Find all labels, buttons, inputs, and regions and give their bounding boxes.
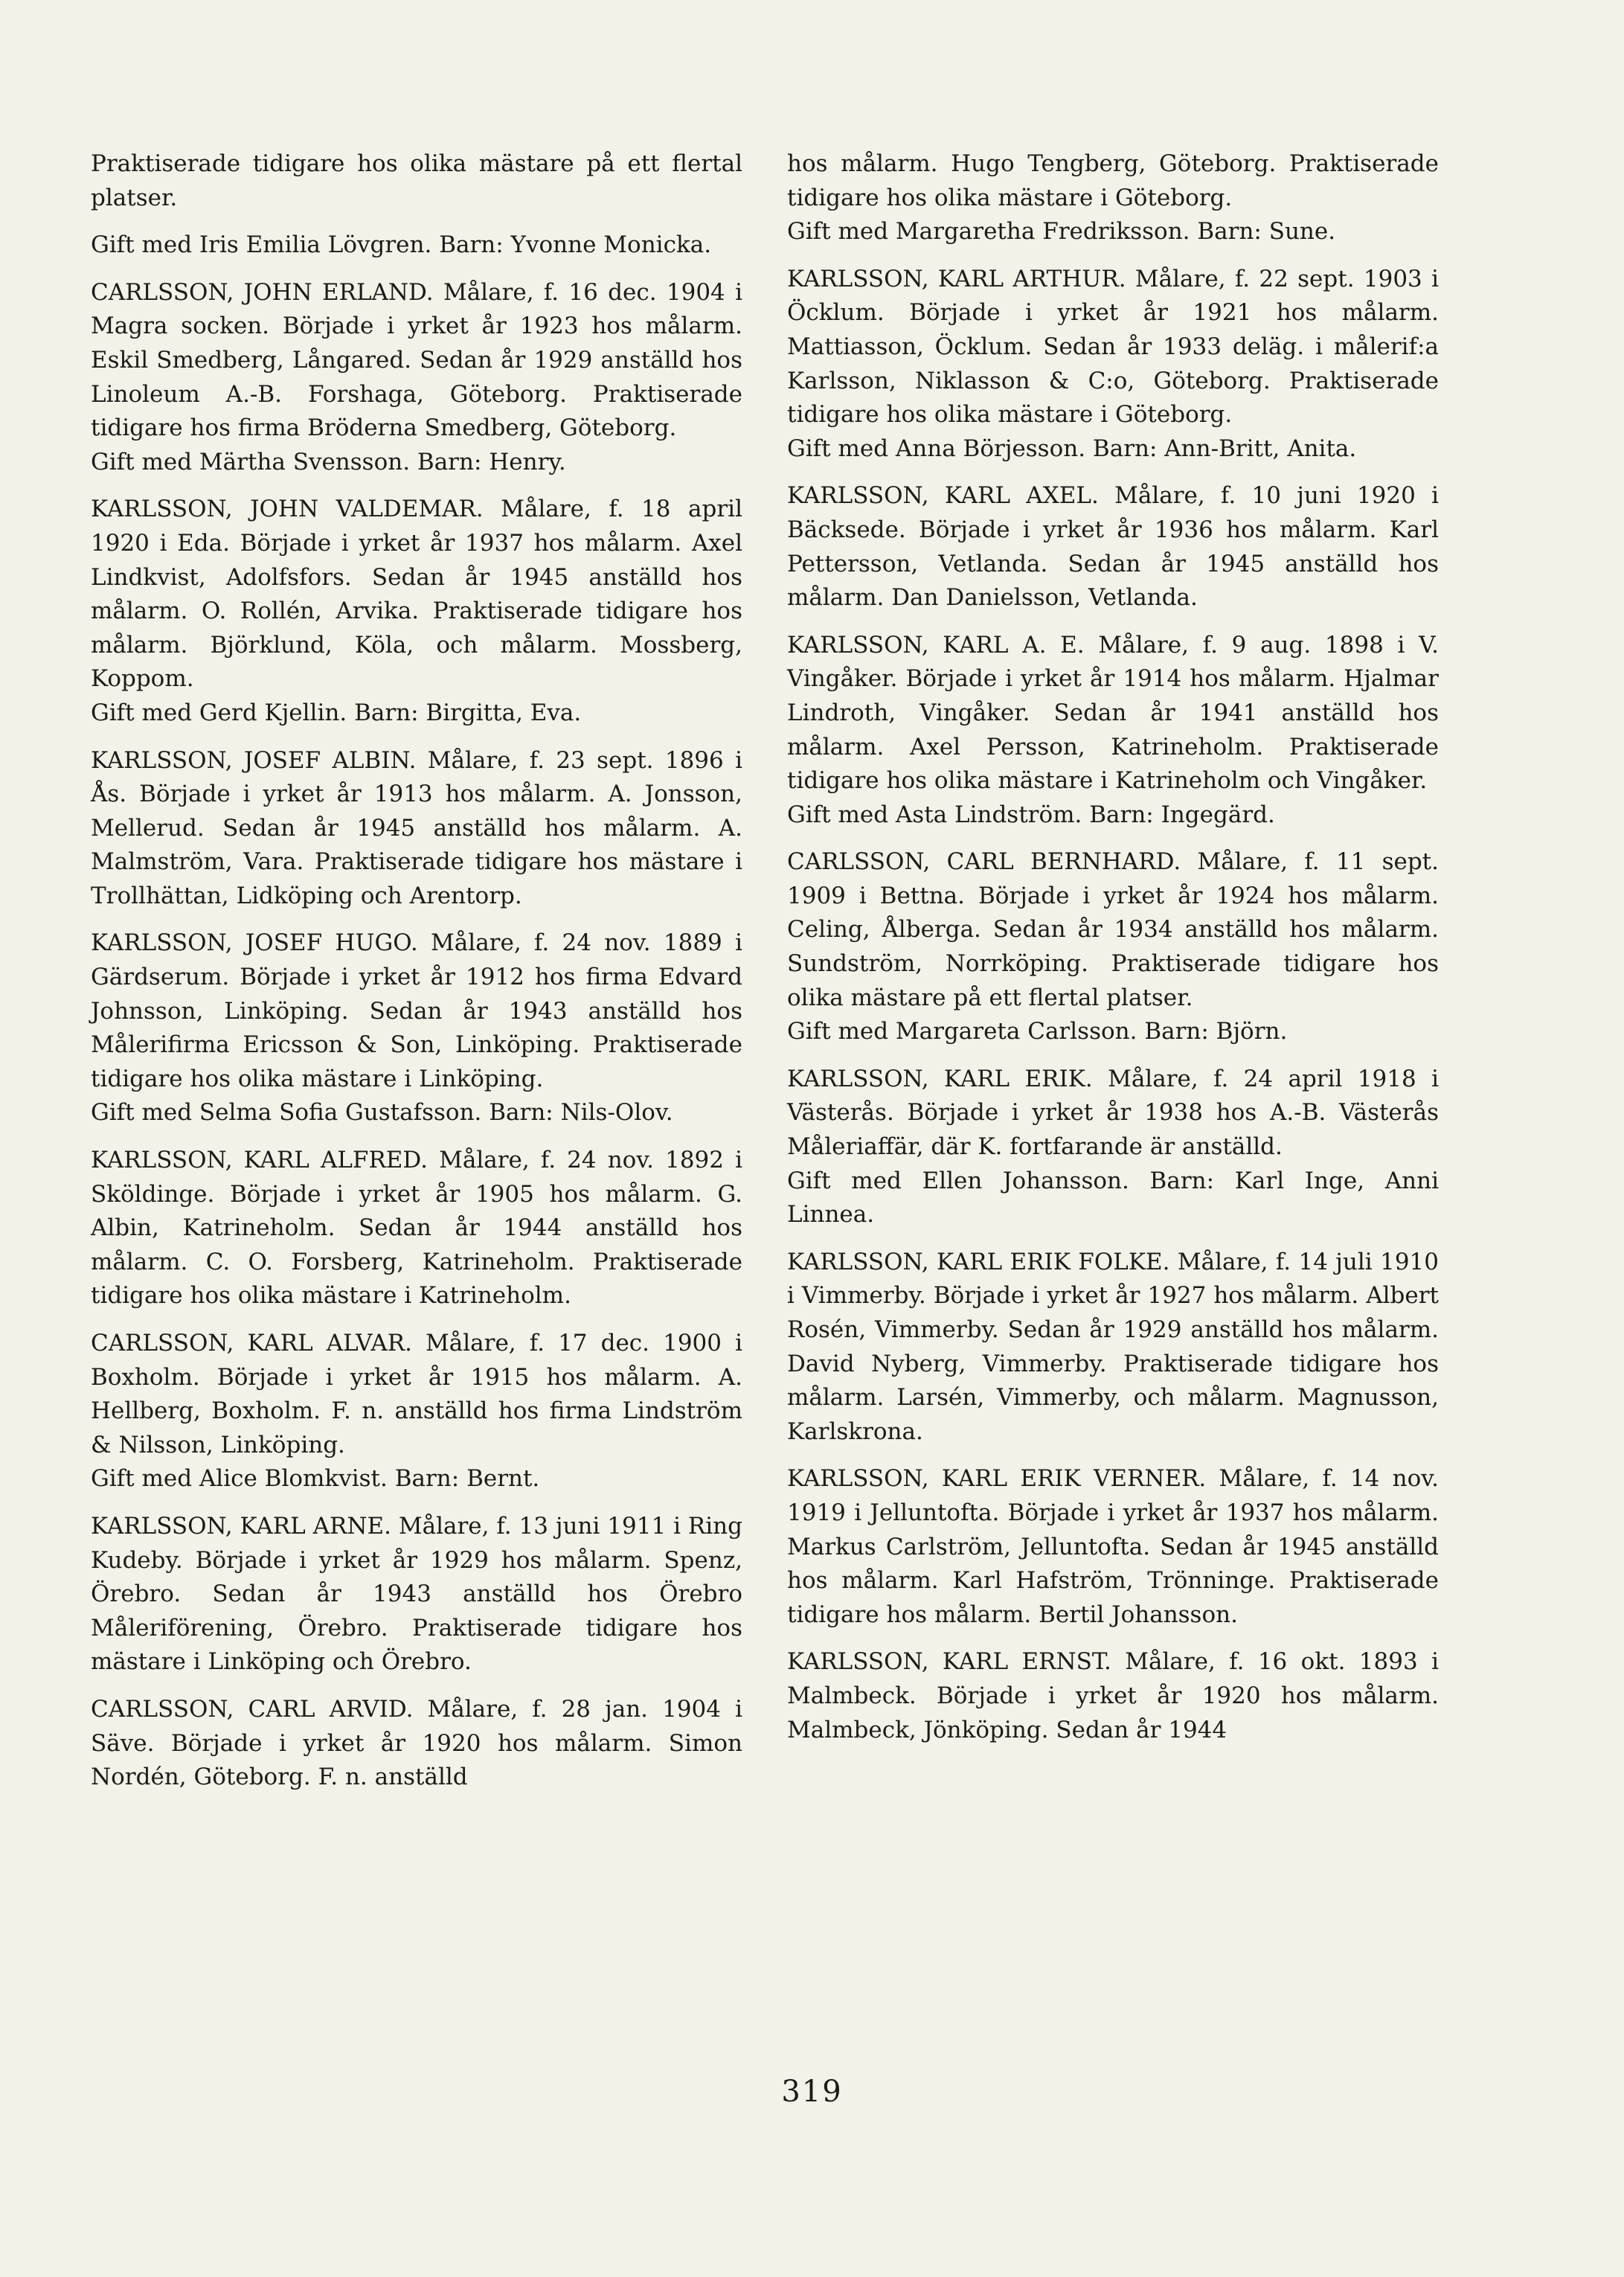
paragraph: Gift med Anna Börjesson. Barn: Ann-Britt, Anita.	[787, 435, 1357, 462]
paragraph: KARLSSON, KARL A. E. Målare, f. 9 aug. 1898 i V. Vingåker. Började i yrket år 1914 hos målarm. Hjalmar Lindroth, Vingåker. Sedan år 1941 anställd hos målarm. Axel Persson, Katrineholm. Praktiserade tidigare hos olika mästare i Katrineholm och Vingåker.	[787, 631, 1439, 795]
paragraph: KARLSSON, KARL ALFRED. Målare, f. 24 nov. 1892 i Sköldinge. Började i yrket år 1905 hos målarm. G. Albin, Katrineholm. Sedan år 1944 anställd hos målarm. C. O. Forsberg, Katrineholm. Praktiserade tidigare hos olika mästare i Katrineholm.	[91, 1147, 742, 1310]
paragraph: Gift med Gerd Kjellin. Barn: Birgitta, Eva.	[91, 699, 582, 726]
paragraph: KARLSSON, KARL ERIK FOLKE. Målare, f. 14 juli 1910 i Vimmerby. Började i yrket år 1927 hos målarm. Albert Rosén, Vimmerby. Sedan år 1929 anställd hos målarm. David Nyberg, Vimmerby. Praktiserade tidigare hos målarm. Larsén, Vimmerby, och målarm. Magnusson, Karlskrona.	[787, 1248, 1439, 1445]
paragraph: CARLSSON, CARL BERNHARD. Målare, f. 11 sept. 1909 i Bettna. Började i yrket år 1924 hos målarm. Celing, Ålberga. Sedan år 1934 anställd hos målarm. Sundström, Norrköping. Praktiserade tidigare hos olika mästare på ett flertal platser.	[787, 848, 1439, 1011]
left-column	[91, 147, 742, 1808]
paragraph: Gift med Ellen Johansson. Barn: Karl Inge, Anni Linnea.	[787, 1167, 1439, 1229]
paragraph: KARLSSON, KARL AXEL. Målare, f. 10 juni 1920 i Bäcksede. Började i yrket år 1936 hos målarm. Karl Pettersson, Vetlanda. Sedan år 1945 anställd hos målarm. Dan Danielsson, Vetlanda.	[787, 482, 1439, 612]
paragraph: CARLSSON, KARL ALVAR. Målare, f. 17 dec. 1900 i Boxholm. Började i yrket år 1915 hos målarm. A. Hellberg, Boxholm. F. n. anställd hos firma Lindström & Nilsson, Linköping.	[91, 1330, 742, 1458]
paragraph: Gift med Iris Emilia Lövgren. Barn: Yvonne Monicka.	[91, 231, 712, 259]
paragraph: Gift med Margaretha Fredriksson. Barn: Sune.	[787, 218, 1336, 246]
paragraph: Gift med Alice Blomkvist. Barn: Bernt.	[91, 1465, 540, 1493]
right-column	[787, 147, 1439, 1761]
paragraph: Gift med Märtha Svensson. Barn: Henry.	[91, 448, 566, 475]
paragraph: Gift med Margareta Carlsson. Barn: Björn.	[787, 1018, 1288, 1045]
paragraph: Gift med Asta Lindström. Barn: Ingegärd.	[787, 801, 1275, 828]
paragraph: hos målarm. Hugo Tengberg, Göteborg. Praktiserade tidigare hos olika mästare i Göteborg.	[787, 150, 1439, 211]
paragraph: KARLSSON, JOSEF HUGO. Målare, f. 24 nov. 1889 i Gärdserum. Började i yrket år 1912 hos firma Edvard Johnsson, Linköping. Sedan år 1943 anställd hos Målerifirma Ericsson & Son, Linköping. Praktiserade tidigare hos olika mästare i Linköping.	[91, 929, 742, 1092]
paragraph: KARLSSON, JOSEF ALBIN. Målare, f. 23 sept. 1896 i Ås. Började i yrket år 1913 hos målarm. A. Jonsson, Mellerud. Sedan år 1945 anställd hos målarm. A. Malmström, Vara. Praktiserade tidigare hos mästare i Trollhättan, Lidköping och Arentorp.	[91, 746, 742, 909]
paragraph: KARLSSON, KARL ERNST. Målare, f. 16 okt. 1893 i Malmbeck. Började i yrket år 1920 hos målarm. Malmbeck, Jönköping. Sedan år 1944	[787, 1648, 1439, 1743]
paragraph: KARLSSON, KARL ERIK. Målare, f. 24 april 1918 i Västerås. Började i yrket år 1938 hos A.-B. Västerås Måleriaffär, där K. fortfarande är anställd.	[787, 1065, 1439, 1161]
paragraph: CARLSSON, CARL ARVID. Målare, f. 28 jan. 1904 i Säve. Började i yrket år 1920 hos målarm. Simon Nordén, Göteborg. F. n. anställd	[91, 1695, 742, 1791]
paragraph: KARLSSON, KARL ARNE. Målare, f. 13 juni 1911 i Ring Kudeby. Började i yrket år 1929 hos målarm. Spenz, Örebro. Sedan år 1943 anställd hos Örebro Måleriförening, Örebro. Praktiserade tidigare hos mästare i Linköping och Örebro.	[91, 1512, 742, 1676]
page-number: 319	[781, 2075, 843, 2109]
paragraph: KARLSSON, KARL ERIK VERNER. Målare, f. 14 nov. 1919 i Jelluntofta. Började i yrket år 1937 hos målarm. Markus Carlström, Jelluntofta. Sedan år 1945 anställd hos målarm. Karl Hafström, Trönninge. Praktiserade tidigare hos målarm. Bertil Johansson.	[787, 1465, 1439, 1628]
paragraph: KARLSSON, JOHN VALDEMAR. Målare, f. 18 april 1920 i Eda. Började i yrket år 1937 hos målarm. Axel Lindkvist, Adolfsfors. Sedan år 1945 anställd hos målarm. O. Rollén, Arvika. Praktiserade tidigare hos målarm. Björklund, Köla, och målarm. Mossberg, Koppom.	[91, 496, 742, 693]
paragraph: CARLSSON, JOHN ERLAND. Målare, f. 16 dec. 1904 i Magra socken. Började i yrket år 1923 hos målarm. Eskil Smedberg, Långared. Sedan år 1929 anställd hos Linoleum A.-B. Forshaga, Göteborg. Praktiserade tidigare hos firma Bröderna Smedberg, Göteborg.	[91, 278, 742, 442]
paragraph: Gift med Selma Sofia Gustafsson. Barn: Nils-Olov.	[91, 1099, 673, 1127]
paragraph: KARLSSON, KARL ARTHUR. Målare, f. 22 sept. 1903 i Öcklum. Började i yrket år 1921 hos målarm. Mattiasson, Öcklum. Sedan år 1933 deläg. i målerif:a Karlsson, Niklasson & C:o, Göteborg. Praktiserade tidigare hos olika mästare i Göteborg.	[787, 265, 1439, 429]
paragraph: Praktiserade tidigare hos olika mästare på ett flertal platser.	[91, 150, 742, 211]
